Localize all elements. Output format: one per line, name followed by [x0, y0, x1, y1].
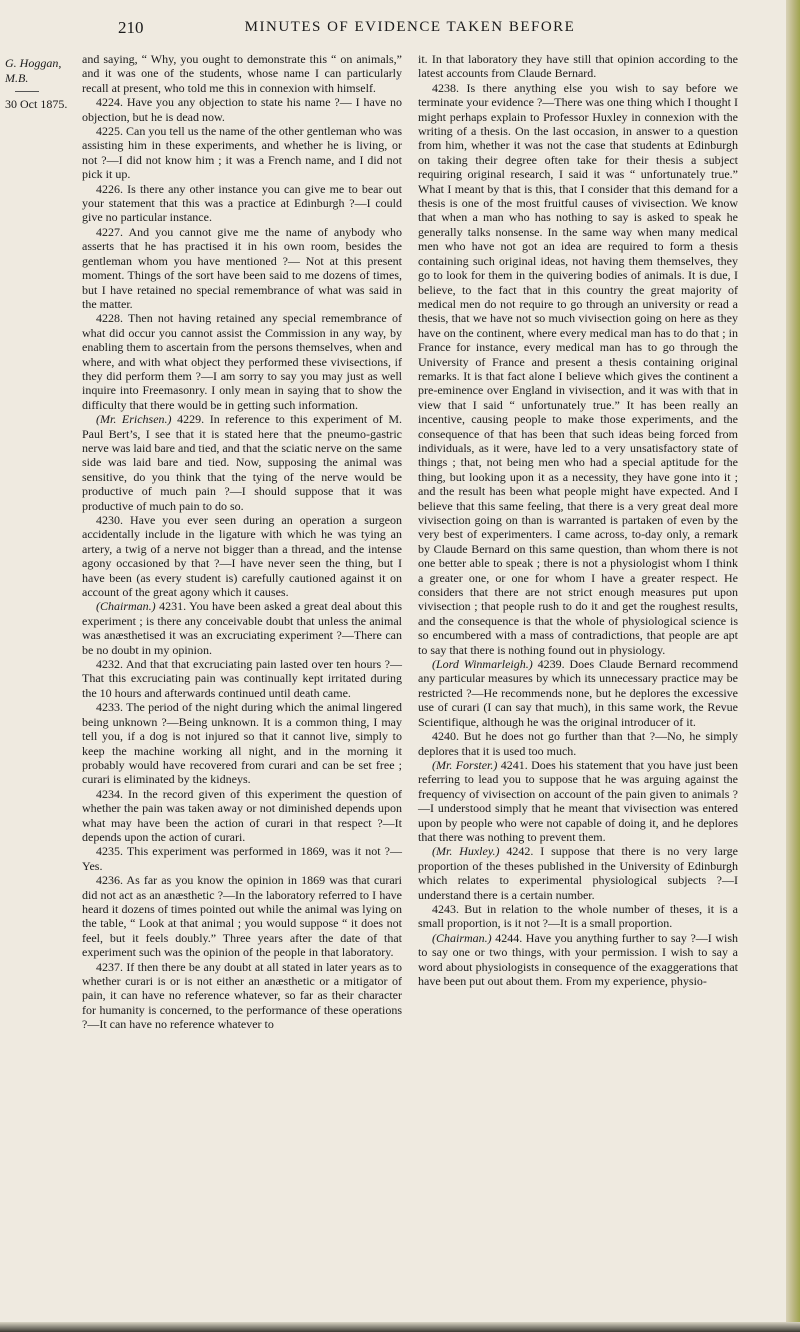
paragraph	[418, 52, 738, 81]
paragraph-text: 4242. I suppose that there is no very large proportion of the theses published in the University of Edinburgh which relates to experimental physiological subjects ?—I understand there is a certain number.	[418, 844, 739, 902]
paragraph	[82, 599, 402, 657]
paragraph	[418, 844, 738, 902]
paragraph-text: 4224. Have you any objection to state his name ?— I have no objection, but he is dead now.	[82, 95, 402, 124]
paragraph-text: it. In that laboratory they have still that opinion according to the latest accounts from Claude Bernard.	[418, 52, 738, 81]
questioner: (Chairman.)	[96, 599, 156, 614]
paragraph-text: 4232. And that that excruciating pain lasted over ten hours ?—That this excruciating pain was continually kept irritated during the 10 hours and afterwards continued until death came.	[82, 657, 402, 700]
paragraph-text: 4234. In the record given of this experiment the question of whether the pain was taken away or not diminished depends upon what may have been the action of curari in that respect ?—It depends upon the action of curari.	[82, 786, 402, 844]
paragraph	[418, 758, 738, 844]
paragraph	[82, 225, 402, 311]
paragraph	[82, 95, 402, 124]
running-title: MINUTES OF EVIDENCE TAKEN BEFORE	[244, 19, 576, 35]
paragraph-text: 4244. Have you anything further to say ?—I wish to say one or two things, with your permission. I wish to say a word about physiologists in consequence of the exaggerations that have been put out about them. From my experience, physio-	[418, 930, 738, 988]
paragraph	[82, 700, 402, 786]
paragraph	[82, 787, 402, 845]
paragraph	[418, 729, 738, 758]
paragraph-text: 4225. Can you tell us the name of the other gentleman who was assisting him in these experiments, and whether he is living, or not ?—I did not know him ; it was a French name, and I did not pick it up.	[82, 124, 402, 182]
paragraph	[418, 931, 738, 989]
paragraph-text: and saying, “ Why, you ought to demonstrate this “ on animals,” and it was one of the students, whose name I can particularly recall at present, who told me this in connexion with himself.	[82, 52, 402, 95]
page-number: 210	[118, 18, 144, 37]
paragraph	[82, 513, 402, 599]
paragraph-text: 4235. This experiment was performed in 1869, was it not ?—Yes.	[82, 844, 402, 873]
paragraph	[82, 657, 402, 700]
paragraph-text: 4243. But in relation to the whole number of theses, it is a small proportion, is it not ?—It is a small proportion.	[418, 901, 738, 931]
paragraph	[82, 52, 402, 95]
paragraph	[418, 657, 738, 729]
paragraph-text: 4226. Is there any other instance you can give me to bear out your statement that this was a practice at Edinburgh ?—I could give no particular instance.	[82, 181, 402, 225]
page-edge	[786, 0, 800, 1332]
questioner: (Mr. Huxley.)	[432, 844, 500, 859]
paragraph-text: 4237. If then there be any doubt at all stated in later years as to whether curari is or is not either an anæsthetic or a mitigator of pain, it can have no reference whatever, so far as their character for humanity is concerned, to the performance of these operations ?—It can have no reference whatever to	[82, 959, 402, 1032]
paragraph	[82, 412, 402, 513]
paragraph	[418, 902, 738, 931]
questioner: (Chairman.)	[432, 930, 492, 945]
witness-name: G. Hoggan, M.B.	[5, 56, 62, 85]
paragraph-text: 4236. As far as you know the opinion in 1869 was that curari did not act as an anæsthetic ?—In the laboratory referred to I have heard it dozens of times pointed out while the animal was lying on the table, “ Look at that animal ; you would suppose “ it does not feel, but it feels doubly.” Three years after the date of that experiment such was the opinion of the people in that laboratory.	[82, 873, 402, 960]
questioner: (Mr. Forster.)	[432, 757, 498, 772]
paragraph-text: 4227. And you cannot give me the name of anybody who asserts that he has practised it in his own room, besides the gentleman whom you have mentioned ?— Not at this present moment. Things of the sort have been said to me dozens of times, but I have retained no special remembrance of what was said in the matter.	[82, 224, 402, 311]
paragraph	[82, 960, 402, 1032]
questioner: (Lord Winmarleigh.)	[432, 657, 533, 672]
questioner: (Mr. Erichsen.)	[96, 412, 172, 427]
right-column	[418, 52, 738, 988]
paragraph-text: 4231. You have been asked a great deal about this experiment ; is there any conceivable doubt that unless the animal was anæsthetised it was an excruciating experiment ?—There can be no doubt in my opinion.	[82, 599, 402, 657]
margin-note	[5, 56, 73, 112]
session-date: 30 Oct 1875.	[5, 97, 68, 111]
paragraph	[82, 182, 402, 225]
page-header	[0, 18, 800, 42]
left-column	[82, 52, 402, 1032]
paragraph	[82, 844, 402, 873]
margin-rule	[15, 91, 39, 92]
paragraph-text: 4239. Does Claude Bernard recommend any particular measures by which its unnecessary practice may be restricted ?—He recommends none, but he deplores the excessive use of curari (I can say that much), in this same work, the Revue Scientifique, although he was the original introducer of it.	[418, 657, 738, 729]
page-bottom-edge	[0, 1322, 800, 1332]
paragraph-text: 4230. Have you ever seen during an operation a surgeon accidentally include in the ligature with which he was tying an artery, a twig of a nerve not bigger than a thread, and the intense agony occasioned by that ?—I have never seen the thing, but I have been (as every student is) carefully cautioned against it on account of the great agony which it causes.	[82, 513, 402, 600]
paragraph-text: 4241. Does his statement that you have just been referring to lead you to suppose that he was arguing against the frequency of vivisection on account of the pain given to animals ?—I understood simply that he meant that vivisection was entered upon by people who were not capable of doing it, and he deplores that there was nothing to prevent them.	[418, 757, 738, 844]
paragraph	[82, 873, 402, 959]
paragraph-text: 4240. But he does not go further than that ?—No, he simply deplores that it is used too much.	[418, 729, 738, 758]
paragraph	[418, 81, 738, 657]
paragraph-text: 4233. The period of the night during which the animal lingered being unknown ?—Being unknown. It is a common thing, I may tell you, if a dog is not injured so that it cannot live, simply to keep the machine working all night, and in the morning it probably would have recovered from curari and can be set free ; curari is eliminated by the kidneys.	[82, 700, 402, 787]
paragraph	[82, 311, 402, 412]
paragraph-text: 4229. In reference to this experiment of M. Paul Bert’s, I see that it is stated here that the pneumo-gastric nerve was laid bare and tied, and that the sciatic nerve on the same side was laid bare and tied. Now, supposing the animal was sensitive, do you think that the tying of the nerve would be productive of much pain ?—I should suppose that it was productive of much pain to do so.	[82, 412, 403, 513]
paragraph	[82, 124, 402, 182]
paragraph-text: 4228. Then not having retained any special remembrance of what did occur you cannot assist the Commission in any way, by enabling them to ascertain from the persons themselves, when and where, and with what object they performed these vivisections, if they did perform them ?—I am sorry to say you may just as well inquire into Freemasonry. I only mean in saying that to show the difficulty that there would be in getting such information.	[82, 311, 402, 412]
paragraph-text: 4238. Is there anything else you wish to say before we terminate your evidence ?—There was one thing which I thought I might perhaps explain to Professor Huxley in connexion with the writing of a thesis. On the last occasion, in answer to a question from him, whether it was not the case that students at Edinburgh on taking their degree often take for their thesis a subject requiring original research, I said it was “ unfortunately true.” What I meant by that is this, that I consider that this demand for a thesis is one of the most fruitful causes of vivisection. We know that when a man who has nothing to say is asked to speak he generally talks nonsense. In the same way when many medical men who have not got an idea are required to form a thesis containing such original ideas, not having them themselves, they go to look for them in the quivering bodies of animals. It is due, I believe, to the fact that in this country the great majority of medical men do not require to go through an university or read a thesis, that we have not so much vivisection going on here as they have on the continent, where every medical man has to do that ; in France for instance, every medical man has to go through the University of France and present a thesis containing original remarks. It is that fact alone I believe which gives the continent a pre-eminence over England in vivisection, and it was with that in view that I said “ unfortunately true.” It has been really an incentive, causing people to make those experiments, and the consequence of that has been that such ideas being forced from individuals, as it were, have led to a very unsatisfactory state of things ; that, not being men who had a special aptitude for the thing, but looking upon it as a necessity, they have gone into it ; and the result has been what people might have expected. And I believe that this same feeling, that there is a very great deal more vivisection going on than is warranted is partaken of even by the very best of experimenters. I came across, to-day only, a remark by Claude Bernard on this same question, than whom there is not one better able to speak ; there is not a physiologist whom I think a greater one, or one for whom I have a greater respect. He considers that there are not strict enough measures put upon vivisection ; that people rush to do it and get the roughest results, and the consequence is that the whole of physiological science is so encumbered with a mass of contradictions, that people are apt to say that there is nothing found out in physiology.	[418, 80, 738, 657]
